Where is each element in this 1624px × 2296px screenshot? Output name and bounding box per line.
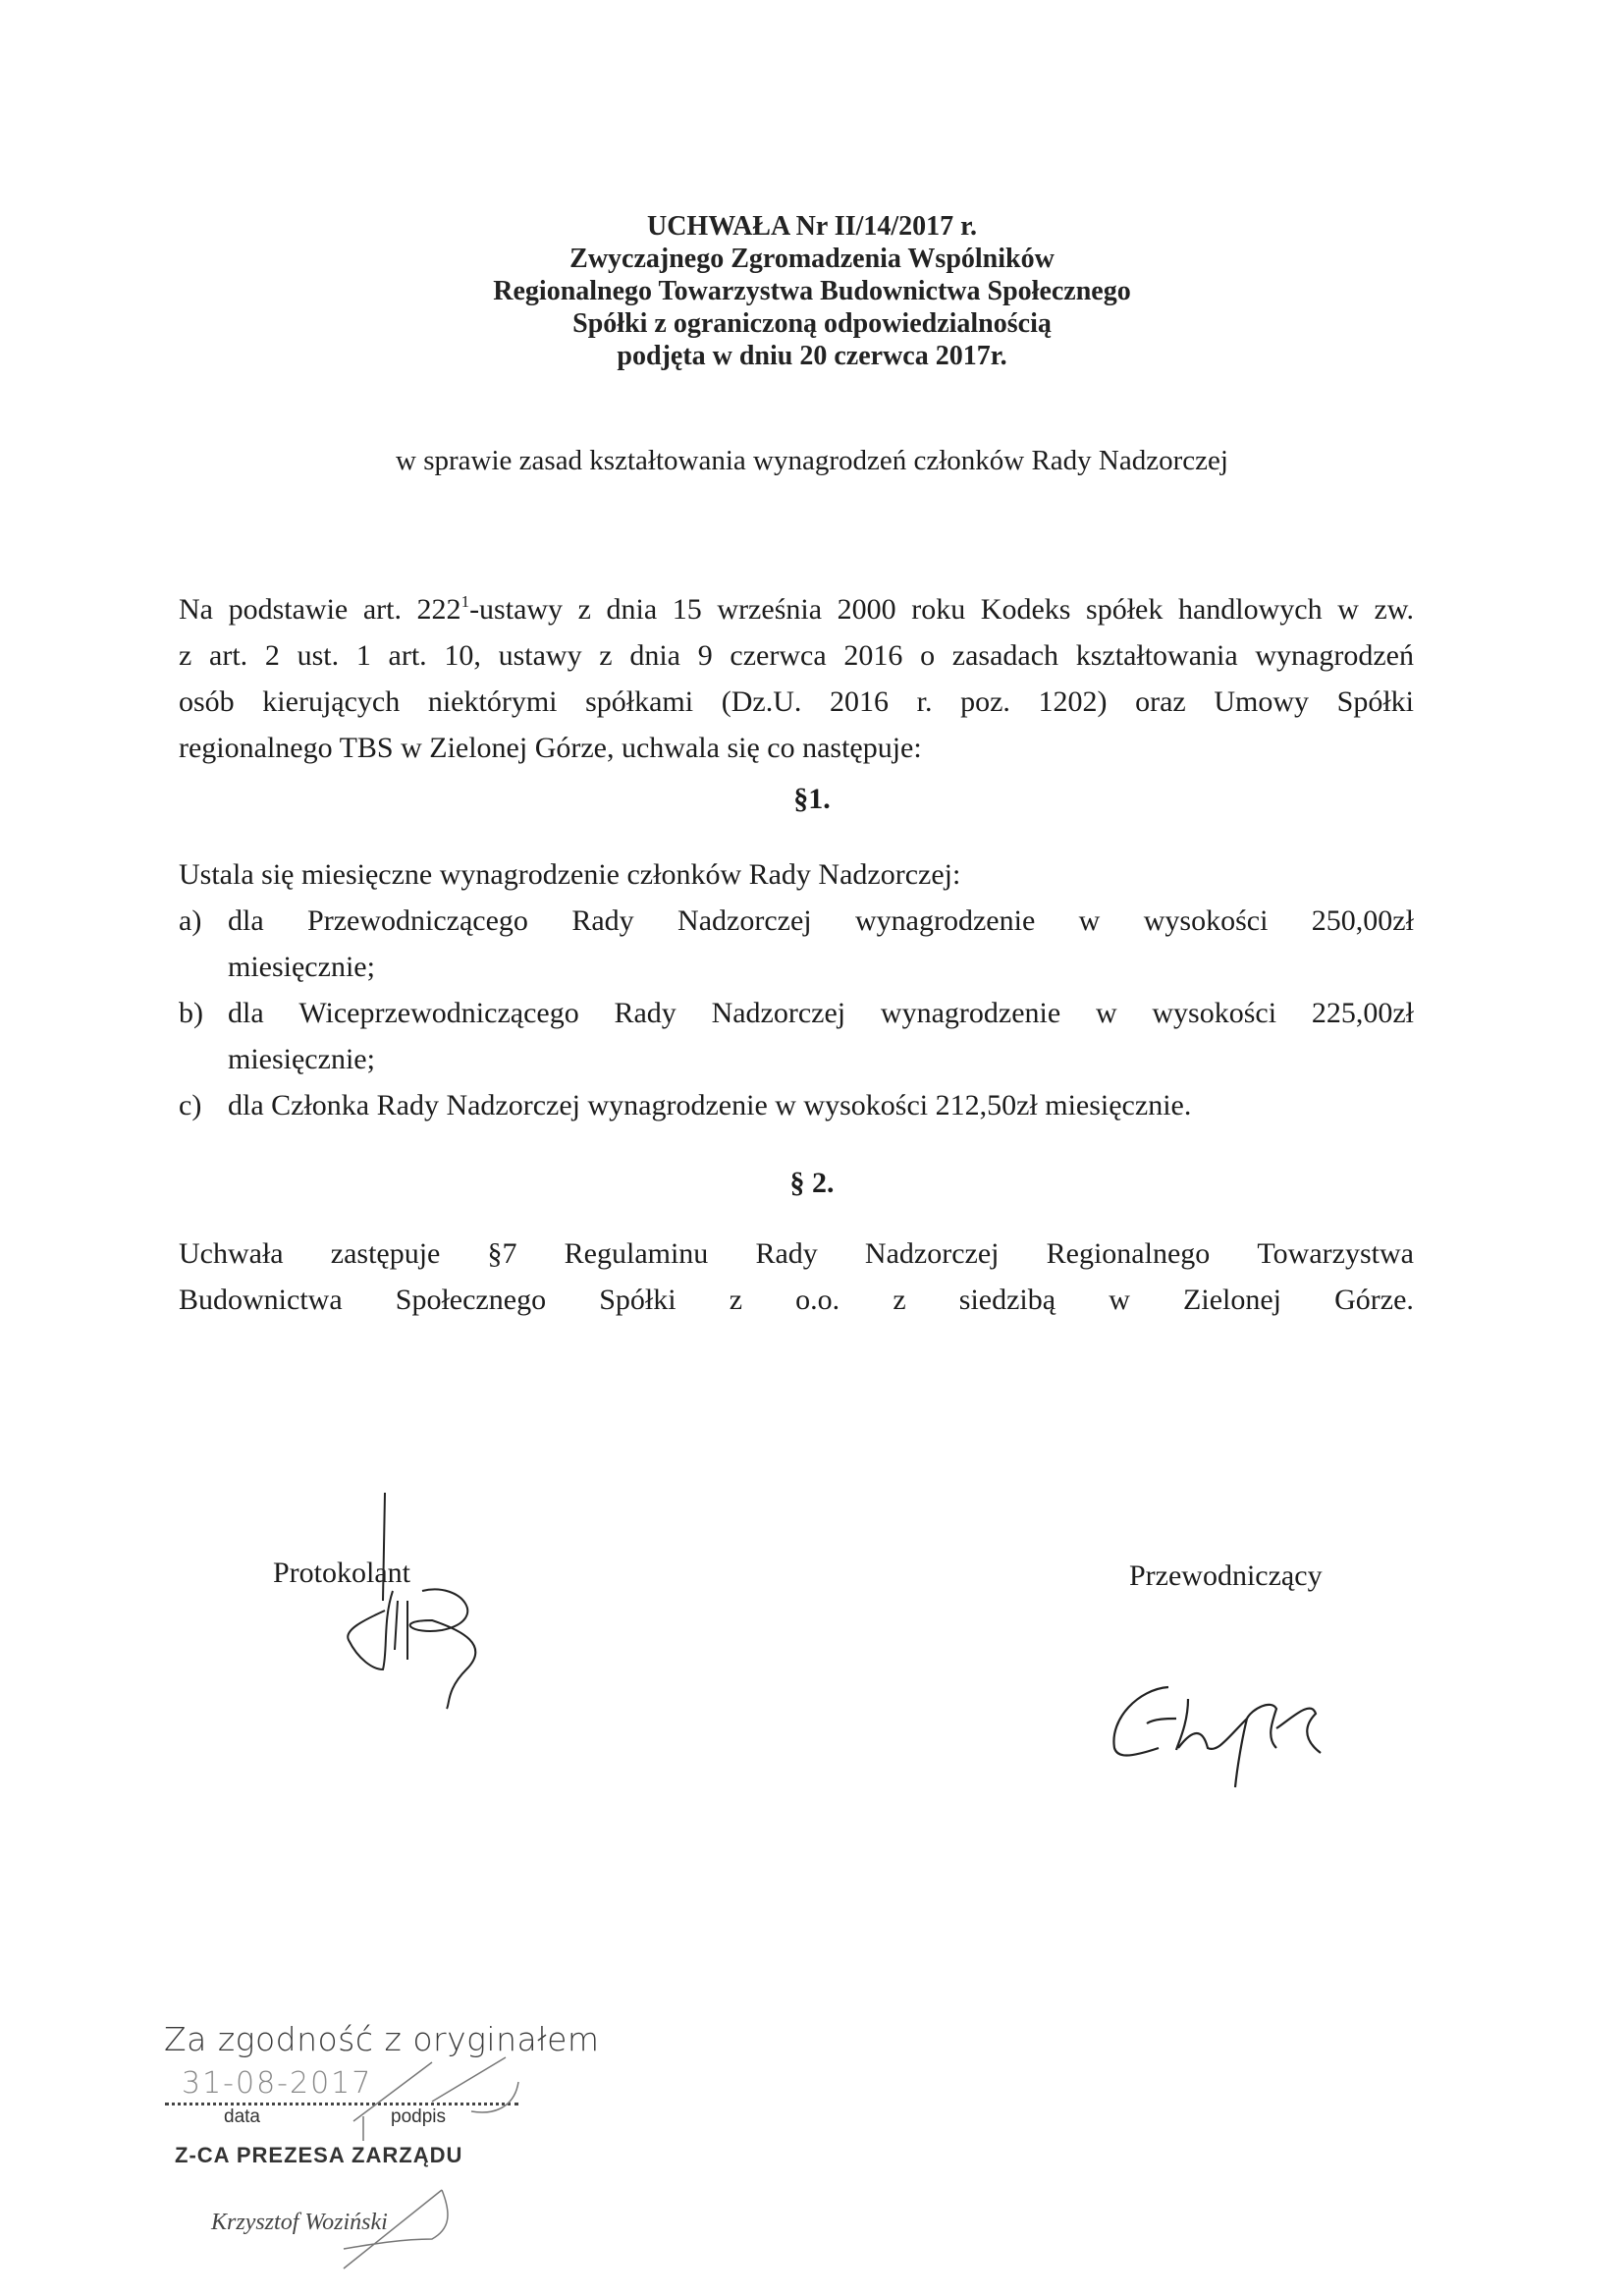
- section-2-text: Uchwała zastępuje §7 Regulaminu Rady Nadzorczej Regionalnego Towarzystwa Budownictwa Społecznego Spółki z o.o. z siedzibą w Zielonej Górze.: [179, 1237, 1414, 1316]
- certification-title: Za zgodność z oryginałem: [164, 2020, 600, 2058]
- list-item: b) dla Wiceprzewodniczącego Rady Nadzorczej wynagrodzenie w wysokości 225,00zł miesięcznie;: [179, 990, 1414, 1082]
- signature-label: podpis: [391, 2106, 446, 2127]
- list-item-line: dla Wiceprzewodniczącego Rady Nadzorczej wynagrodzenie w wysokości 225,00zł: [228, 990, 1414, 1036]
- signatory-role: Z-CA PREZESA ZARZĄDU: [175, 2143, 463, 2167]
- preamble-line-2: z art. 2 ust. 1 art. 10, ustawy z dnia 9 czerwca 2016 o zasadach kształtowania wynagrodzeń: [179, 639, 1414, 672]
- list-item: c) dla Członka Rady Nadzorczej wynagrodzenie w wysokości 212,50zł miesięcznie.: [179, 1082, 1414, 1128]
- chairman-signature-icon: [1100, 1679, 1335, 1797]
- handwritten-date: 31-08-2017: [182, 2066, 373, 2101]
- list-item-label: b): [179, 997, 203, 1029]
- section-2-heading: § 2.: [789, 1167, 835, 1199]
- company-name: Regionalnego Towarzystwa Budownictwa Społecznego: [493, 276, 1131, 306]
- protocolist-signature-icon: [324, 1473, 481, 1709]
- date-label: data: [224, 2106, 260, 2127]
- list-item: a) dla Przewodniczącego Rady Nadzorczej wynagrodzenie w wysokości 250,00zł miesięcznie;: [179, 898, 1414, 990]
- list-item-label: c): [179, 1089, 202, 1121]
- preamble: [179, 586, 1414, 771]
- section-1-intro: Ustala się miesięczne wynagrodzenie członków Rady Nadzorczej:: [179, 858, 961, 891]
- section-2-body: [179, 1230, 1414, 1323]
- section-1-body: [179, 851, 1414, 1128]
- preamble-line-1: Na podstawie art. $222^1$-ustawy z dnia 15 września 2000 roku Kodeks spółek handlowych w zw.: [179, 592, 1414, 626]
- resolution-subject: w sprawie zasad kształtowania wynagrodzeń członków Rady Nadzorczej: [396, 445, 1228, 476]
- adoption-date: podjęta w dniu 20 czerwca 2017r.: [617, 341, 1007, 371]
- section-1-heading: §1.: [793, 783, 831, 815]
- company-type: Spółki z ograniczoną odpowiedzialnością: [572, 308, 1052, 339]
- resolution-header: [0, 210, 1624, 372]
- list-item-line: dla Przewodniczącego Rady Nadzorczej wynagrodzenie w wysokości 250,00zł: [228, 898, 1414, 944]
- amount: 250,00zł: [1311, 904, 1414, 937]
- chairman-label: Przewodniczący: [1129, 1559, 1323, 1592]
- preamble-line-4: regionalnego TBS w Zielonej Górze, uchwala się co następuje:: [179, 732, 922, 764]
- list-item-label: a): [179, 904, 202, 937]
- resolution-number: UCHWAŁA Nr II/14/2017 r.: [646, 211, 978, 242]
- amount: 225,00zł: [1311, 997, 1414, 1029]
- preamble-line-3: osób kierujących niektórymi spółkami (Dz.U. 2016 r. poz. 1202) oraz Umowy Spółki: [179, 685, 1414, 718]
- signatory-name: Krzysztof Woziński: [211, 2210, 388, 2235]
- assembly-name: Zwyczajnego Zgromadzenia Wspólników: [569, 244, 1055, 274]
- protocolist-label: Protokolant: [273, 1557, 410, 1589]
